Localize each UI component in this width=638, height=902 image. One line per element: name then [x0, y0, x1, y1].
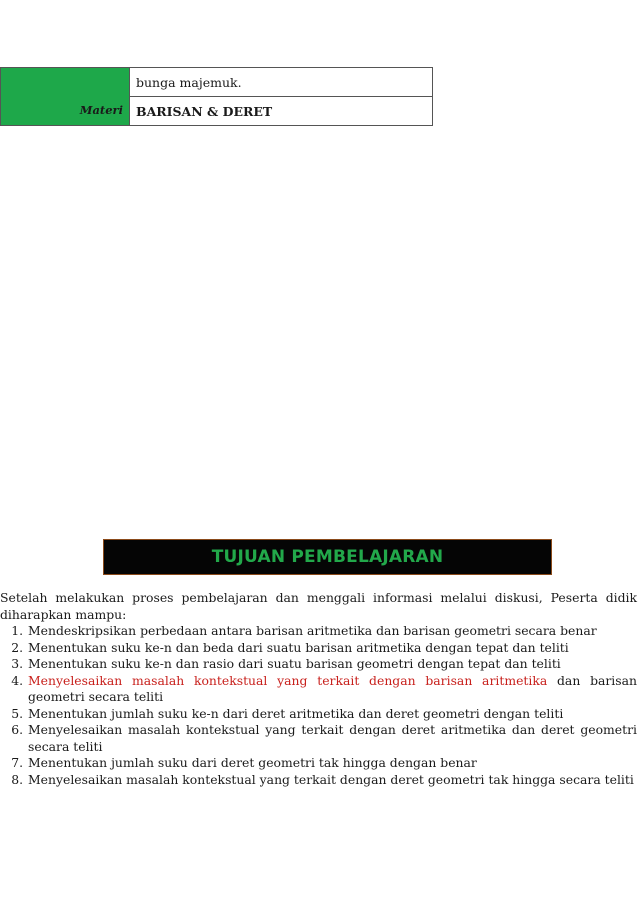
objectives-section	[0, 590, 637, 788]
highlighted-text: Menyelesaikan masalah kontekstual yang terkait dengan barisan aritmetika	[28, 672, 548, 688]
section-banner	[103, 539, 552, 575]
list-item: 5. Menentukan jumlah suku ke-n dari deret aritmetika dan deret geometri dengan teliti	[27, 706, 637, 723]
objectives-list	[0, 623, 637, 788]
list-item: 7. Menentukan jumlah suku dari deret geometri tak hingga dengan benar	[27, 755, 637, 772]
list-item: 8. Menyelesaikan masalah kontekstual yang terkait dengan deret geometri tak hingga secara teliti	[27, 772, 637, 789]
list-item: 2. Menentukan suku ke-n dan beda dari suatu barisan aritmetika dengan tepat dan teliti	[27, 640, 637, 657]
table-value-row1	[130, 68, 433, 97]
list-item-rest: dan barisan geometri secara teliti	[28, 672, 637, 704]
list-item: 6. Menyelesaikan masalah kontekstual yang terkait dengan deret aritmetika dan deret geometri secara teliti	[27, 722, 637, 755]
table-value-materi	[130, 97, 433, 126]
materi-label: Materi	[79, 103, 123, 117]
table-row	[1, 68, 433, 97]
banner-title: TUJUAN PEMBELAJARAN	[211, 547, 444, 567]
materi-value: BARISAN & DERET	[136, 103, 273, 119]
list-item: 1. Mendeskripsikan perbedaan antara barisan aritmetika dan barisan geometri secara benar	[27, 623, 637, 640]
row1-value: bunga majemuk.	[136, 74, 242, 90]
info-table	[0, 67, 433, 126]
list-item	[27, 673, 637, 706]
list-item: 3. Menentukan suku ke-n dan rasio dari suatu barisan geometri dengan tepat dan teliti	[27, 656, 637, 673]
table-label-materi	[1, 68, 130, 126]
objectives-intro: Setelah melakukan proses pembelajaran dan menggali informasi melalui diskusi, Peserta didik diharapkan mampu:	[0, 590, 637, 622]
